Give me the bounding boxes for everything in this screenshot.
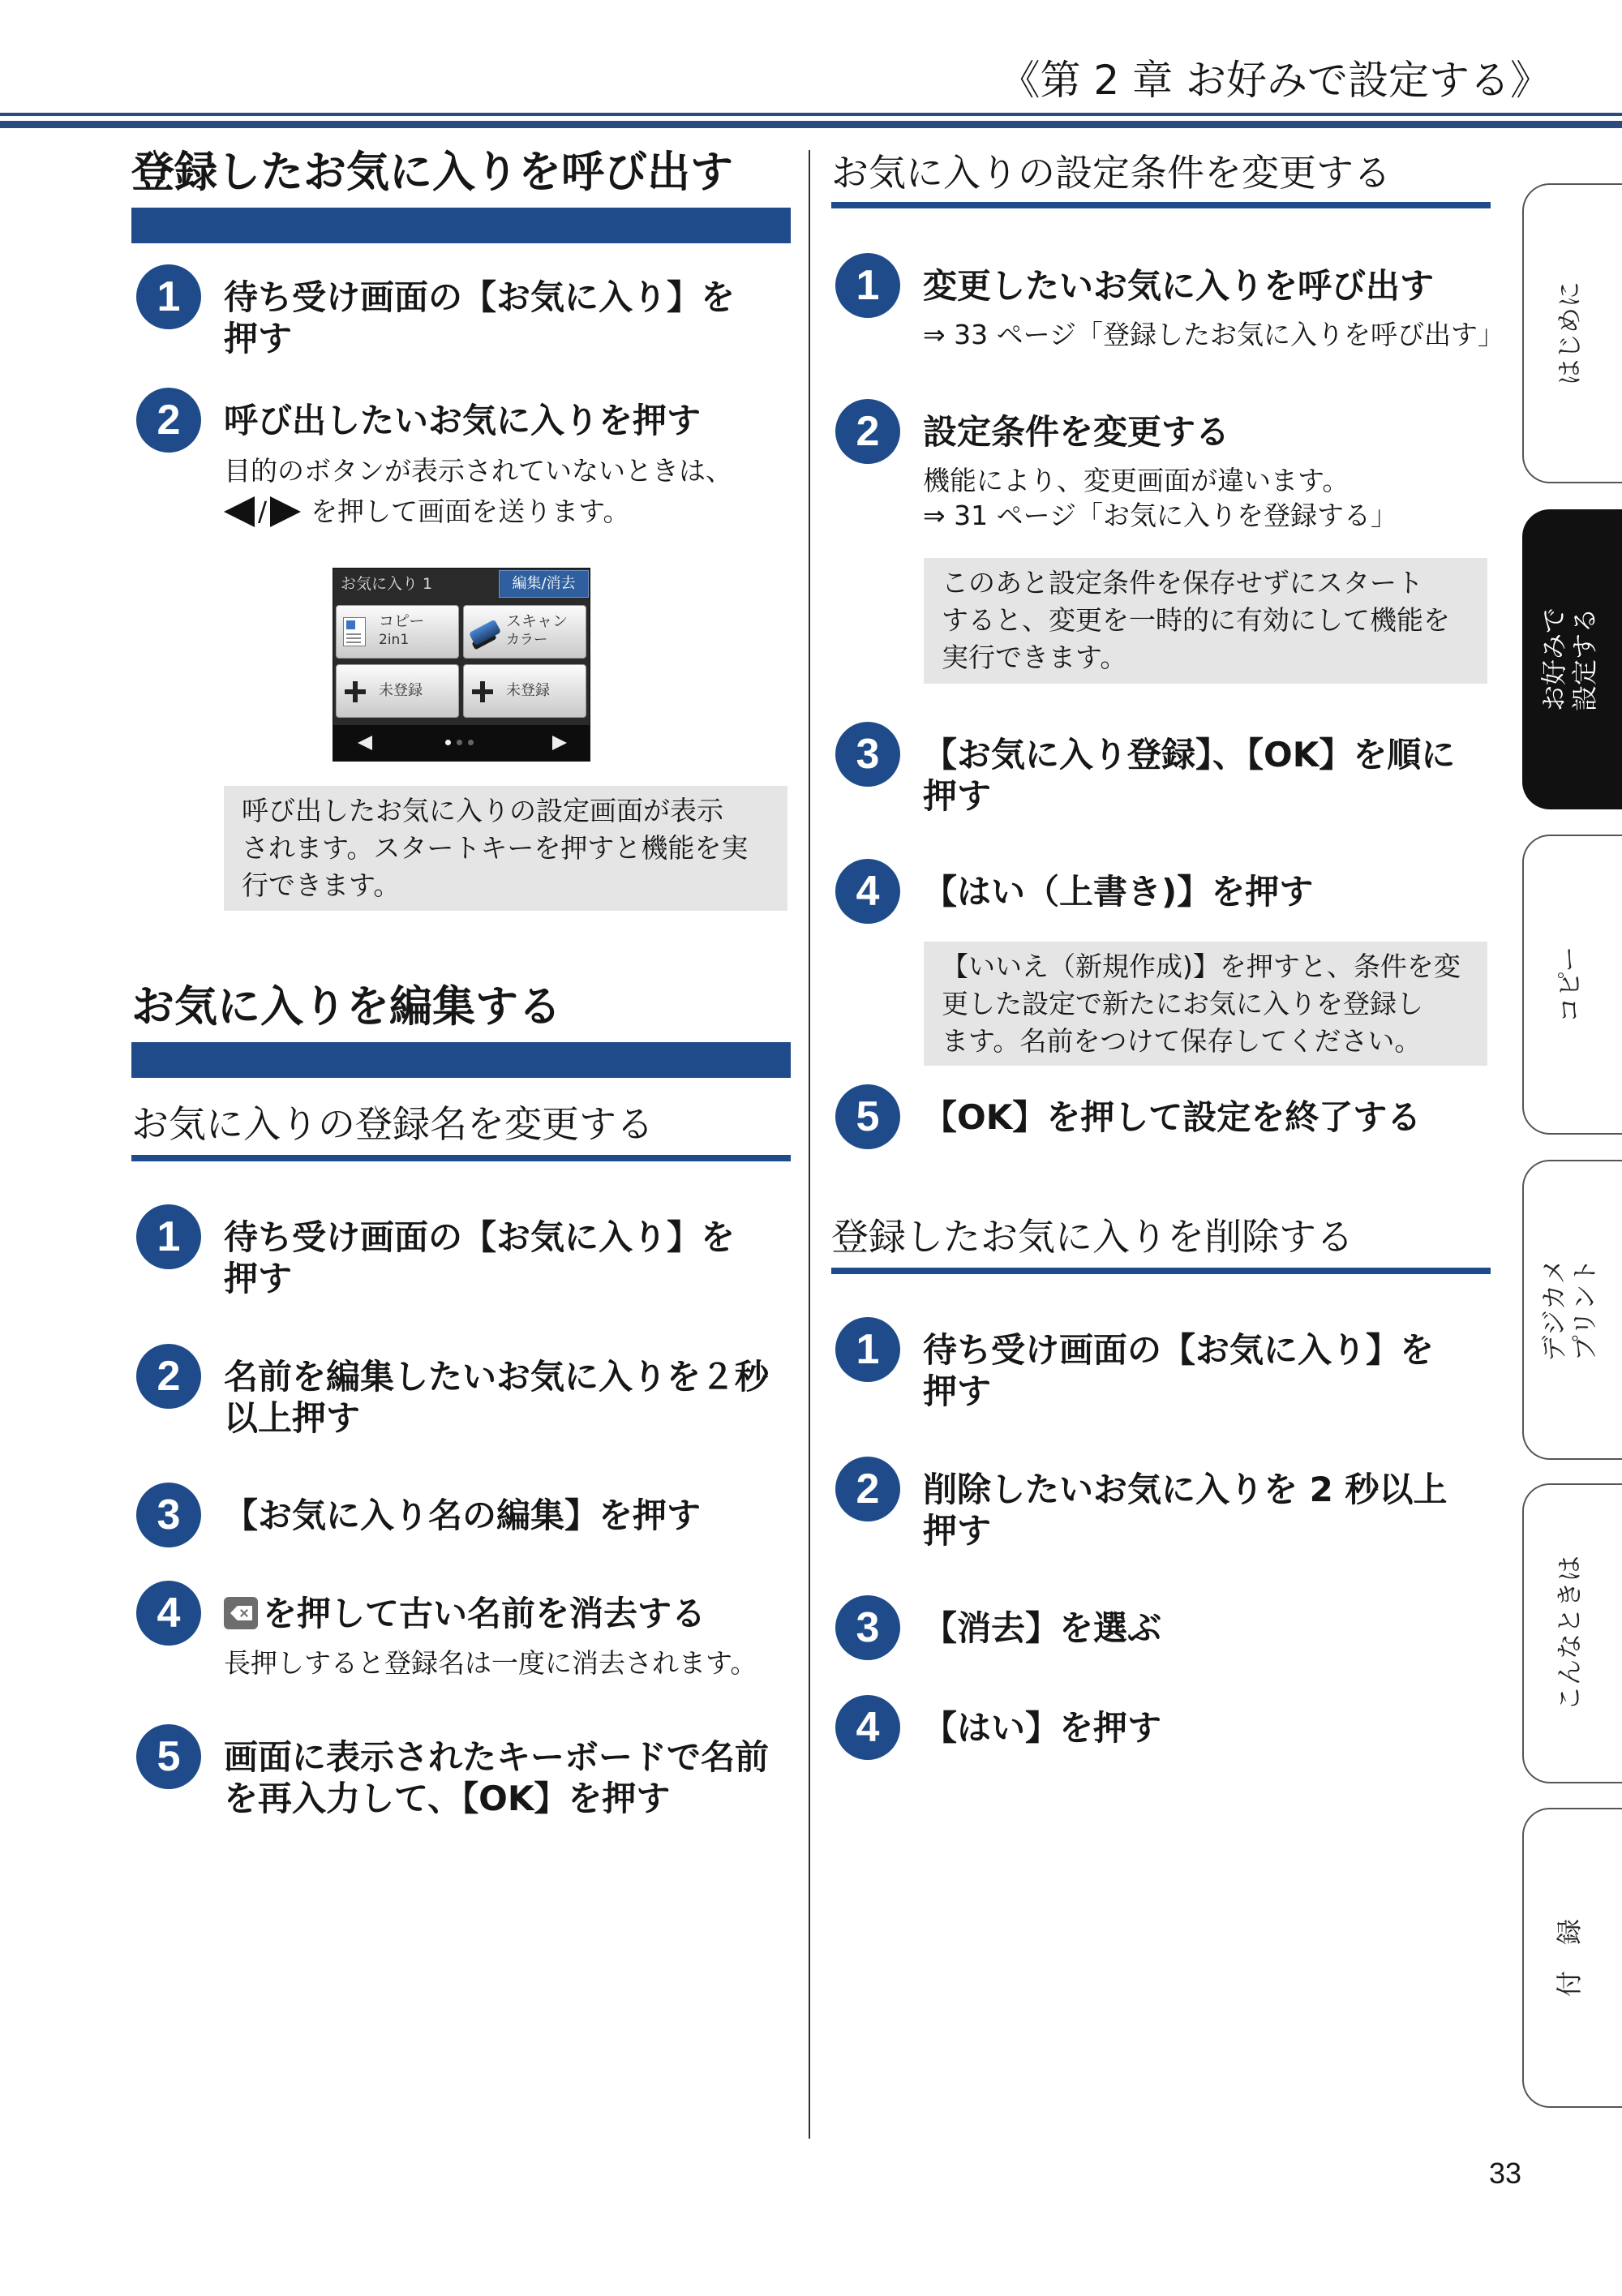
screen-title: お気に入り 1	[341, 575, 433, 593]
step-instruction: 待ち受け画面の【お気に入り】を	[224, 1217, 736, 1257]
step-instruction: を再入力して、【OK】を押す	[224, 1779, 671, 1818]
subsection-underline	[831, 1268, 1491, 1274]
tab-label	[1554, 946, 1585, 1024]
page-reference: ⇒ 31 ページ「お気に入りを登録する」	[923, 500, 1397, 531]
side-tab-preferences[interactable]	[1522, 509, 1622, 809]
note-line: 更した設定で新たにお気に入りを登録し	[942, 988, 1423, 1019]
step-number-badge: 5	[136, 1724, 201, 1789]
step-number-badge: 3	[136, 1483, 201, 1547]
step-instruction: 名前を編集したいお気に入りを２秒	[224, 1357, 770, 1397]
step-body	[923, 871, 1491, 912]
step-number-badge: 3	[835, 1595, 900, 1660]
step-number-badge: 4	[136, 1581, 201, 1646]
step-body	[224, 277, 792, 359]
step-body	[224, 1593, 792, 1683]
change-step-1	[835, 262, 1504, 350]
step-instruction: 削除したいお気に入りを 2 秒以上	[923, 1470, 1448, 1509]
step-instruction: 【お気に入り名の編集】を押す	[224, 1496, 702, 1535]
delete-step-2	[835, 1466, 1491, 1551]
step-description-line	[224, 491, 792, 532]
step-body	[923, 1097, 1491, 1138]
button-label: コピー	[379, 612, 425, 630]
step-instruction: 押す	[923, 776, 992, 816]
scanner-icon	[469, 617, 501, 648]
screen-favorite-copy-button	[336, 605, 459, 659]
side-tab-introduction[interactable]	[1522, 183, 1622, 483]
note-line: 行できます。	[242, 869, 401, 901]
page-indicator	[439, 740, 479, 746]
subsection-underline	[831, 202, 1491, 208]
step-description-text: を押して画面を送ります。	[311, 496, 630, 527]
step-description-line: 目的のボタンが表示されていないときは、	[224, 455, 732, 487]
step-number-badge: 1	[136, 1204, 201, 1269]
step-instruction: 押す	[923, 1371, 992, 1411]
step-body	[224, 1217, 792, 1299]
note-line: 【いいえ（新規作成)】を押すと、条件を変	[942, 951, 1461, 982]
side-tab-troubleshooting[interactable]	[1522, 1483, 1622, 1783]
step-number-badge: 2	[835, 1457, 900, 1521]
step-number-badge: 2	[835, 399, 900, 464]
step-instruction: 【はい】を押す	[923, 1708, 1162, 1748]
step-description	[923, 463, 1491, 533]
note-line: されます。スタートキーを押すと機能を実	[242, 832, 749, 864]
side-tab-appendix[interactable]	[1522, 1808, 1622, 2108]
subsection-heading-delete: 登録したお気に入りを削除する	[831, 1215, 1354, 1259]
page-dot	[457, 740, 462, 745]
overwrite-note	[924, 942, 1487, 1066]
tab-label-line: コピー	[1554, 946, 1585, 1024]
step-description	[923, 317, 1504, 352]
tab-label	[1554, 1556, 1585, 1711]
step-description	[224, 1644, 792, 1683]
step-instruction: 【消去】を選ぶ	[923, 1608, 1162, 1648]
section-heading-bar	[131, 208, 791, 243]
tab-label	[1554, 281, 1585, 385]
copy-icon	[343, 617, 366, 646]
step-body	[224, 1495, 792, 1536]
screen-favorite-scan-button	[463, 605, 586, 659]
tab-label	[1538, 1258, 1600, 1361]
column-divider	[809, 150, 810, 2139]
step-instruction: 押す	[923, 1511, 992, 1551]
step-instruction: 待ち受け画面の【お気に入り】を	[923, 1330, 1435, 1370]
note-line: すると、変更を一時的に有効にして機能を	[942, 604, 1450, 636]
chapter-title: 《第 2 章 お好みで設定する》	[999, 57, 1551, 104]
step-instruction	[224, 1593, 792, 1634]
page-reference: ⇒ 33 ページ「登録したお気に入りを呼び出す」	[923, 319, 1504, 350]
step-instruction: 呼び出したいお気に入りを押す	[224, 401, 702, 440]
left-arrow-icon	[224, 496, 255, 527]
step-body	[923, 734, 1491, 817]
tab-label-line: はじめに	[1554, 281, 1585, 386]
step-instruction: 押す	[224, 1259, 293, 1298]
tab-label-line: デジカメ	[1538, 1258, 1569, 1362]
tab-label-line: 設定する	[1569, 607, 1600, 712]
plus-icon	[345, 681, 366, 702]
screen-favorite-empty-button	[336, 664, 459, 718]
change-step-3	[835, 731, 1491, 816]
step-number-badge: 5	[835, 1084, 900, 1149]
step-body	[224, 400, 792, 532]
step-body	[923, 265, 1504, 352]
screen-favorite-empty-button	[463, 664, 586, 718]
change-step-4	[835, 868, 1491, 915]
section-heading-recall: 登録したお気に入りを呼び出す	[131, 148, 733, 197]
step-body	[923, 1469, 1491, 1551]
delete-step-4	[835, 1704, 1491, 1751]
plus-icon	[472, 681, 493, 702]
step-number-badge: 3	[835, 722, 900, 787]
step-number-badge: 1	[835, 1317, 900, 1382]
button-label: 未登録	[506, 682, 550, 699]
screen-edit-delete-button: 編集/消去	[499, 570, 589, 598]
step-instruction: 以上押す	[224, 1398, 361, 1438]
backspace-key-icon	[224, 1597, 258, 1629]
delete-step-3	[835, 1604, 1491, 1651]
step-body	[923, 1707, 1491, 1749]
recall-step-2	[136, 397, 792, 527]
button-sublabel: カラー	[506, 632, 547, 648]
step-body	[224, 1736, 792, 1819]
recall-note	[224, 786, 787, 911]
arrow-separator: /	[258, 496, 268, 527]
subsection-underline	[131, 1155, 791, 1161]
step-description-line: 長押しすると登録名は一度に消去されます。	[224, 1647, 757, 1679]
tab-label-line: お好みで	[1538, 607, 1569, 712]
section-heading-edit: お気に入りを編集する	[131, 982, 561, 1032]
header-rule-thin	[0, 113, 1622, 116]
step-body	[224, 1356, 792, 1439]
step-instruction: 押す	[224, 319, 293, 358]
step-description-line: 機能により、変更画面が違います。	[923, 465, 1350, 496]
step-instruction: 変更したいお気に入りを呼び出す	[923, 266, 1435, 306]
tab-label-line: プリント	[1569, 1258, 1600, 1362]
step-body	[923, 1607, 1491, 1649]
step-instruction: 【OK】を押して設定を終了する	[923, 1097, 1422, 1137]
change-step-2	[835, 408, 1491, 531]
favorites-screen-illustration	[333, 568, 590, 762]
step-number-badge: 2	[136, 388, 201, 453]
button-sublabel: 2in1	[379, 632, 410, 648]
delete-step-1	[835, 1326, 1491, 1411]
button-label: 未登録	[379, 682, 423, 699]
rename-step-3	[136, 1491, 792, 1539]
button-label: スキャン	[506, 612, 569, 630]
note-line: このあと設定条件を保存せずにスタート	[942, 567, 1423, 599]
tab-label	[1554, 1919, 1585, 1997]
rename-step-4	[136, 1590, 792, 1679]
page-dot	[468, 740, 474, 745]
subsection-heading-change-settings: お気に入りの設定条件を変更する	[831, 151, 1391, 195]
rename-step-5	[136, 1733, 792, 1818]
step-body	[923, 411, 1491, 533]
side-tab-photo-print[interactable]	[1522, 1160, 1622, 1460]
tab-label	[1538, 607, 1600, 711]
step-instruction: 画面に表示されたキーボードで名前	[224, 1737, 770, 1777]
tab-label-line: 付 録	[1554, 1918, 1585, 1998]
step-instruction: 【お気に入り登録】、【OK】を順に	[923, 735, 1456, 775]
step-number-badge: 1	[835, 253, 900, 318]
right-arrow-icon	[270, 496, 301, 527]
step-instruction-text: を押して古い名前を消去する	[263, 1594, 706, 1633]
section-heading-bar	[131, 1042, 791, 1078]
step-number-badge: 2	[136, 1344, 201, 1409]
header-rule-thick	[0, 121, 1622, 128]
change-settings-note	[924, 558, 1487, 684]
side-tab-copy[interactable]	[1522, 835, 1622, 1135]
note-line: ます。名前をつけて保存してください。	[942, 1025, 1422, 1057]
note-line: 実行できます。	[942, 642, 1127, 673]
step-instruction: 設定条件を変更する	[923, 412, 1230, 452]
step-instruction: 待ち受け画面の【お気に入り】を	[224, 277, 736, 317]
page-number: 33	[1489, 2157, 1522, 2190]
right-triangle-icon	[552, 736, 567, 750]
rename-step-2	[136, 1353, 792, 1438]
note-line: 呼び出したお気に入りの設定画面が表示	[242, 795, 723, 826]
screen-nav-bar	[333, 725, 590, 761]
step-body	[923, 1329, 1491, 1412]
step-instruction: 【はい（上書き)】を押す	[923, 872, 1314, 912]
subsection-heading-rename: お気に入りの登録名を変更する	[131, 1102, 654, 1146]
step-number-badge: 1	[136, 264, 201, 329]
tab-label-line: こんなときは	[1554, 1555, 1585, 1712]
left-triangle-icon	[358, 736, 372, 750]
step-number-badge: 4	[835, 859, 900, 924]
step-description	[224, 451, 792, 532]
step-number-badge: 4	[835, 1695, 900, 1760]
page-dot	[445, 740, 451, 745]
